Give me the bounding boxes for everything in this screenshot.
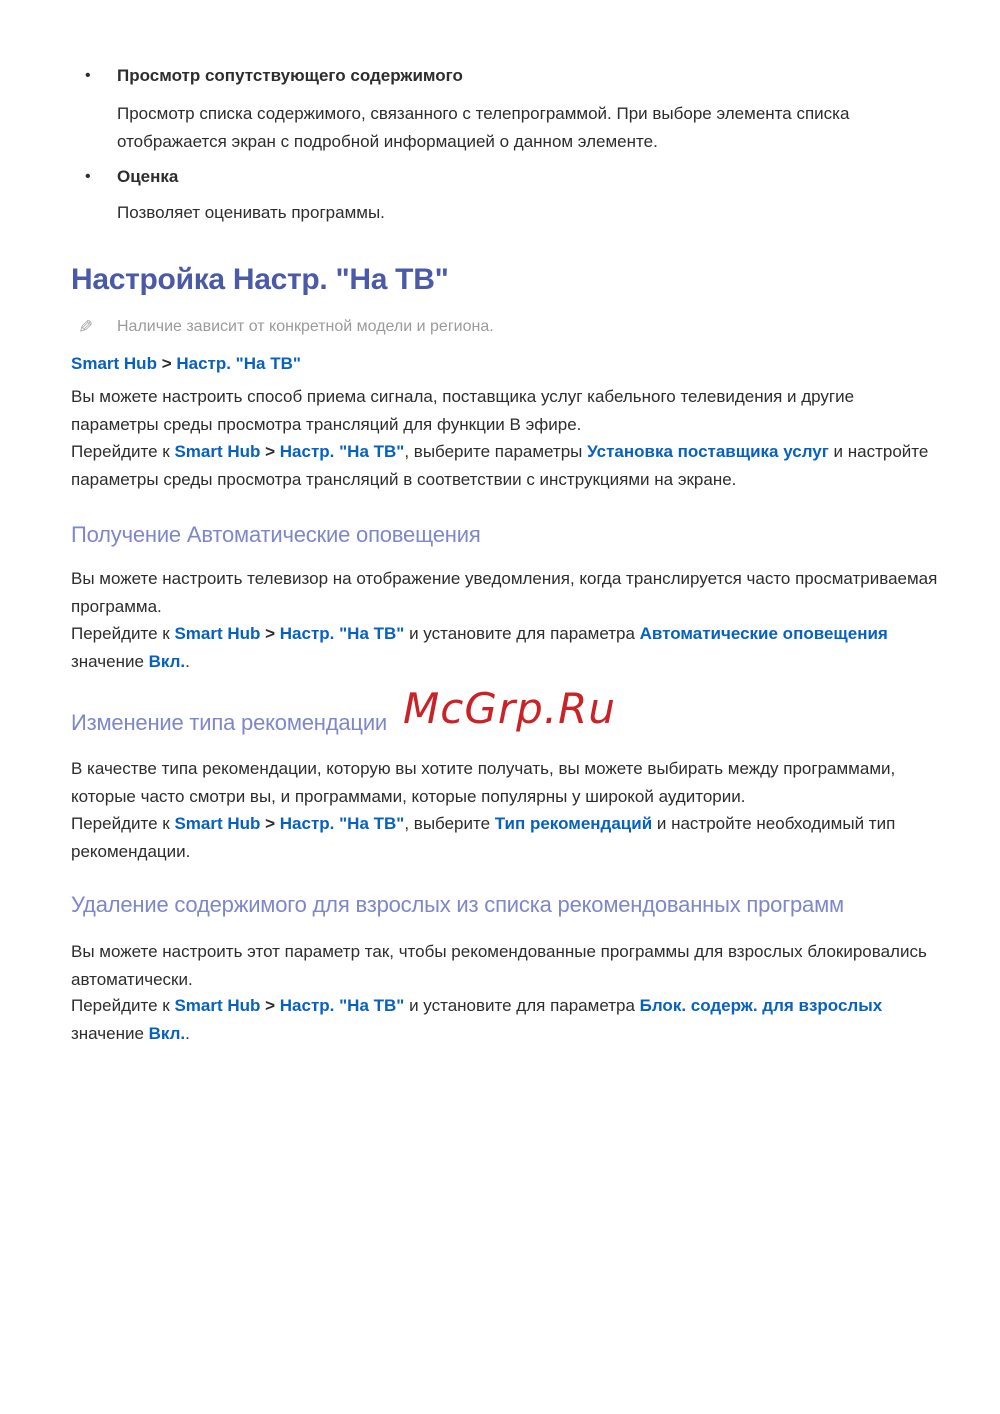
intro-paragraph: Вы можете настроить способ приема сигнала, поставщика услуг кабельного телевидения и другие параметры среды просмотра трансляций для функции В эфире. <box>71 387 855 434</box>
breadcrumb-on-tv-settings-link[interactable]: Настр. "На ТВ" <box>176 354 301 373</box>
availability-note <box>78 316 898 340</box>
path-separator: > <box>260 624 280 643</box>
breadcrumb-smart-hub-link[interactable]: Smart Hub <box>71 354 157 373</box>
bullet-item-related-content <box>85 62 885 90</box>
smart-hub-link[interactable]: Smart Hub <box>174 814 261 833</box>
section-instruction-paragraph <box>71 992 946 1048</box>
section-heading-recommendation-type: Изменение типа рекомендации <box>71 710 387 735</box>
mcgrp-watermark: McGrp.Ru <box>403 684 616 733</box>
text-segment: Перейдите к <box>71 996 175 1015</box>
bullet-marker: • <box>85 168 91 185</box>
bullet-item-rating <box>85 163 885 191</box>
on-tv-settings-link[interactable]: Настр. "На ТВ" <box>279 814 405 833</box>
pencil-icon: ✎ <box>78 317 94 337</box>
path-separator: > <box>260 996 280 1015</box>
text-segment: Перейдите к <box>71 624 175 643</box>
on-tv-settings-link[interactable]: Настр. "На ТВ" <box>279 624 405 643</box>
bullet-item-label: Оценка <box>117 167 179 186</box>
text-segment: значение <box>71 652 149 671</box>
breadcrumb <box>71 350 931 378</box>
section-heading-auto-notifications: Получение Автоматические оповещения <box>71 522 481 547</box>
smart-hub-link[interactable]: Smart Hub <box>174 442 261 461</box>
section-instruction-paragraph <box>71 620 946 676</box>
text-segment: . <box>185 1024 190 1043</box>
on-tv-settings-link[interactable]: Настр. "На ТВ" <box>279 996 405 1015</box>
section-paragraph: Вы можете настроить телевизор на отображение уведомления, когда транслируется часто просматриваемая программа. <box>71 569 938 616</box>
smart-hub-link[interactable]: Smart Hub <box>174 624 261 643</box>
adult-content-block-link[interactable]: Блок. содерж. для взрослых <box>639 996 883 1015</box>
text-segment: , выберите параметры <box>404 442 588 461</box>
text-segment: Перейдите к <box>71 442 175 461</box>
breadcrumb-separator: > <box>156 354 177 373</box>
text-segment: значение <box>71 1024 149 1043</box>
section-heading-adult-content: Удаление содержимого для взрослых из списка рекомендованных программ <box>71 892 844 917</box>
section-paragraph: В качестве типа рекомендации, которую вы хотите получать, вы можете выбирать между программами, которые часто смотри вы, и программами, которые популярны у широкой аудитории. <box>71 759 896 806</box>
path-separator: > <box>260 814 280 833</box>
service-provider-setup-link[interactable]: Установка поставщика услуг <box>587 442 829 461</box>
path-separator: > <box>260 442 280 461</box>
text-segment: и настройте параметры среды просмотра трансляций в соответствии с инструкциями на экране. <box>71 442 929 489</box>
page-title: Настройка Настр. "На ТВ" <box>71 263 449 296</box>
on-tv-settings-link[interactable]: Настр. "На ТВ" <box>279 442 405 461</box>
text-segment: и установите для параметра <box>404 996 640 1015</box>
text-segment: и настройте необходимый тип рекомендации. <box>71 814 896 861</box>
recommendation-type-link[interactable]: Тип рекомендаций <box>494 814 653 833</box>
text-segment: , выберите <box>404 814 495 833</box>
text-segment: Перейдите к <box>71 814 175 833</box>
availability-note-text: Наличие зависит от конкретной модели и региона. <box>117 318 494 335</box>
section-paragraph: Вы можете настроить этот параметр так, чтобы рекомендованные программы для взрослых блокировались автоматически. <box>71 942 927 989</box>
bullet-item-label: Просмотр сопутствующего содержимого <box>117 66 463 85</box>
bullet-item-body: Позволяет оценивать программы. <box>117 203 385 222</box>
on-value-link[interactable]: Вкл. <box>148 652 186 671</box>
setup-instruction-paragraph <box>71 438 946 494</box>
auto-notifications-link[interactable]: Автоматические оповещения <box>639 624 888 643</box>
text-segment: и установите для параметра <box>404 624 640 643</box>
bullet-marker: • <box>85 67 91 84</box>
section-instruction-paragraph <box>71 810 946 866</box>
bullet-item-body: Просмотр списка содержимого, связанного с телепрограммой. При выборе элемента списка отображается экран с подробной информацией о данном элементе. <box>117 104 850 151</box>
smart-hub-link[interactable]: Smart Hub <box>174 996 261 1015</box>
on-value-link[interactable]: Вкл. <box>148 1024 186 1043</box>
text-segment: . <box>185 652 190 671</box>
